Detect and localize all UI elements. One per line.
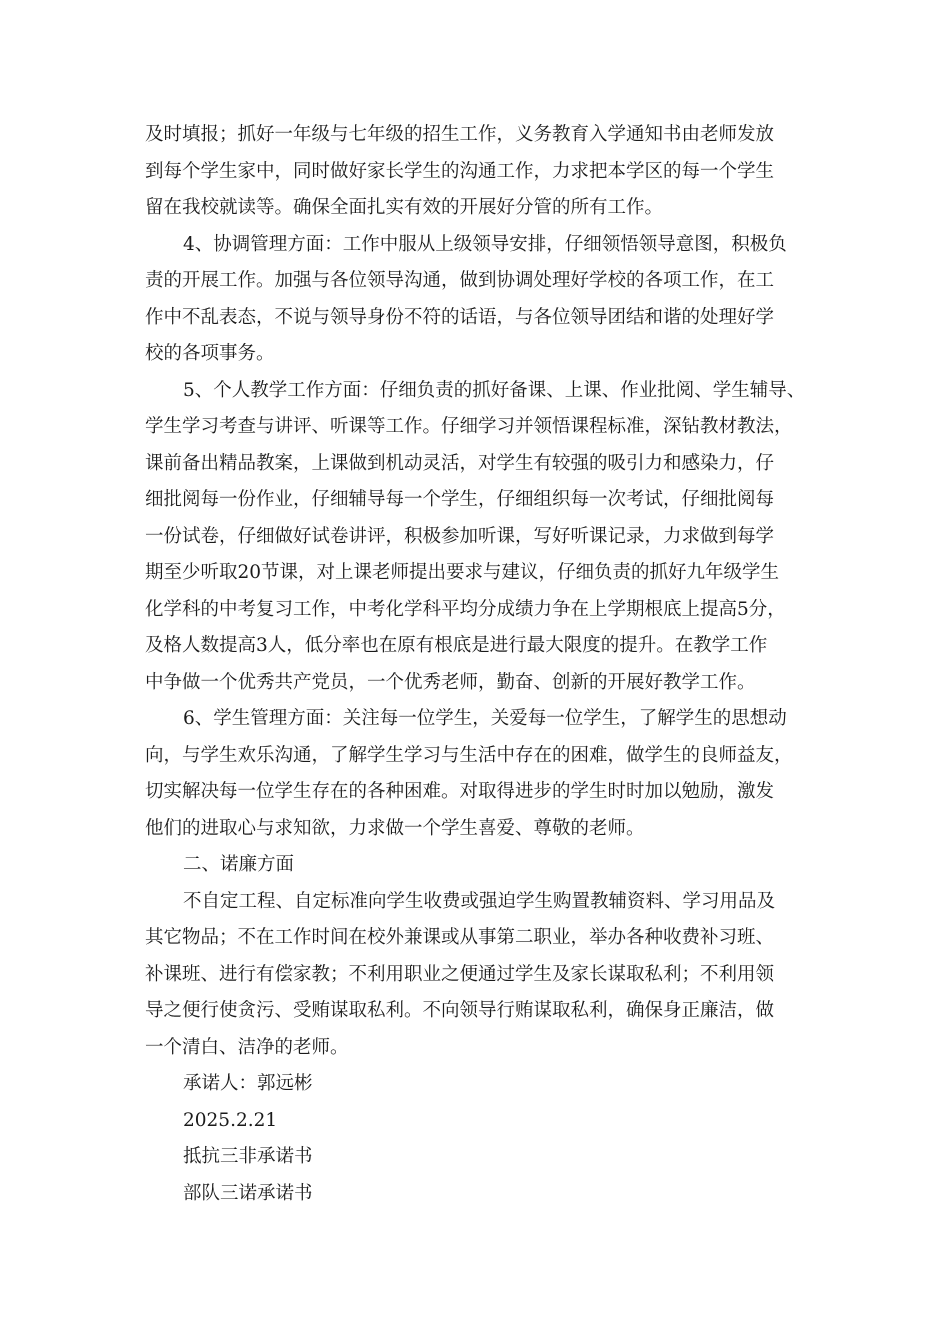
text-line: 及时填报；抓好一年级与七年级的招生工作，义务教育入学通知书由老师发放	[145, 124, 775, 145]
paragraph-start-line: 5、个人教学工作方面：仔细负责的抓好备课、上课、作业批阅、学生辅导、	[183, 379, 806, 401]
text-line: 向，与学生欢乐沟通，了解学生学习与生活中存在的困难，做学生的良师益友，	[145, 744, 793, 766]
text-line: 责的开展工作。加强与各位领导沟通，做到协调处理好学校的各项工作，在工	[145, 270, 775, 291]
text-line: 化学科的中考复习工作，中考化学科平均分成绩力争在上学期根底上提高5分，	[145, 598, 786, 620]
related-title: 部队三诺承诺书	[183, 1182, 313, 1204]
paragraph-start-line: 6、学生管理方面：关注每一位学生，关爱每一位学生，了解学生的思想动	[183, 708, 787, 729]
text-line: 补课班、进行有偿家教；不利用职业之便通过学生及家长谋取私利；不利用领	[145, 963, 775, 985]
date: 2025.2.21	[183, 1109, 278, 1131]
text-line: 切实解决每一位学生存在的各种困难。对取得进步的学生时时加以勉励，激发	[145, 781, 775, 802]
text-line: 细批阅每一份作业，仔细辅导每一个学生，仔细组织每一次考试，仔细批阅每	[145, 489, 775, 510]
text-line: 他们的进取心与求知欲，力求做一个学生喜爱、尊敬的老师。	[145, 817, 645, 839]
related-title: 抵抗三非承诺书	[183, 1146, 313, 1167]
text-line: 及格人数提高3人，低分率也在原有根底是进行最大限度的提升。在教学工作	[145, 635, 768, 656]
text-line: 一个清白、洁净的老师。	[145, 1036, 349, 1058]
text-line: 一份试卷，仔细做好试卷讲评，积极参加听课，写好听课记录，力求做到每学	[145, 525, 775, 547]
signatory: 承诺人：郭远彬	[183, 1073, 313, 1094]
text-line: 校的各项事务。	[145, 343, 275, 364]
text-line: 期至少听取20节课，对上课老师提出要求与建议，仔细负责的抓好九年级学生	[145, 562, 780, 583]
text-line: 留在我校就读等。确保全面扎实有效的开展好分管的所有工作。	[145, 197, 664, 218]
paragraph-start-line: 不自定工程、自定标准向学生收费或强迫学生购置教辅资料、学习用品及	[183, 890, 776, 912]
text-line: 导之便行使贪污、受贿谋取私利。不向领导行贿谋取私利，确保身正廉洁，做	[145, 1000, 775, 1021]
section-heading: 二、诺廉方面	[183, 854, 295, 875]
text-line: 其它物品；不在工作时间在校外兼课或从事第二职业，举办各种收费补习班、	[145, 927, 775, 948]
document-body	[145, 117, 835, 1212]
text-line: 作中不乱表态，不说与领导身份不符的话语，与各位领导团结和谐的处理好学	[145, 306, 775, 328]
text-line: 到每个学生家中，同时做好家长学生的沟通工作，力求把本学区的每一个学生	[145, 160, 775, 182]
paragraph-start-line: 4、协调管理方面：工作中服从上级领导安排，仔细领悟领导意图，积极负	[183, 233, 787, 255]
text-line: 中争做一个优秀共产党员，一个优秀老师，勤奋、创新的开展好教学工作。	[145, 671, 756, 693]
text-line: 学生学习考查与讲评、听课等工作。仔细学习并领悟课程标准，深钻教材教法，	[145, 416, 793, 437]
text-line: 课前备出精品教案，上课做到机动灵活，对学生有较强的吸引力和感染力，仔	[145, 452, 775, 474]
